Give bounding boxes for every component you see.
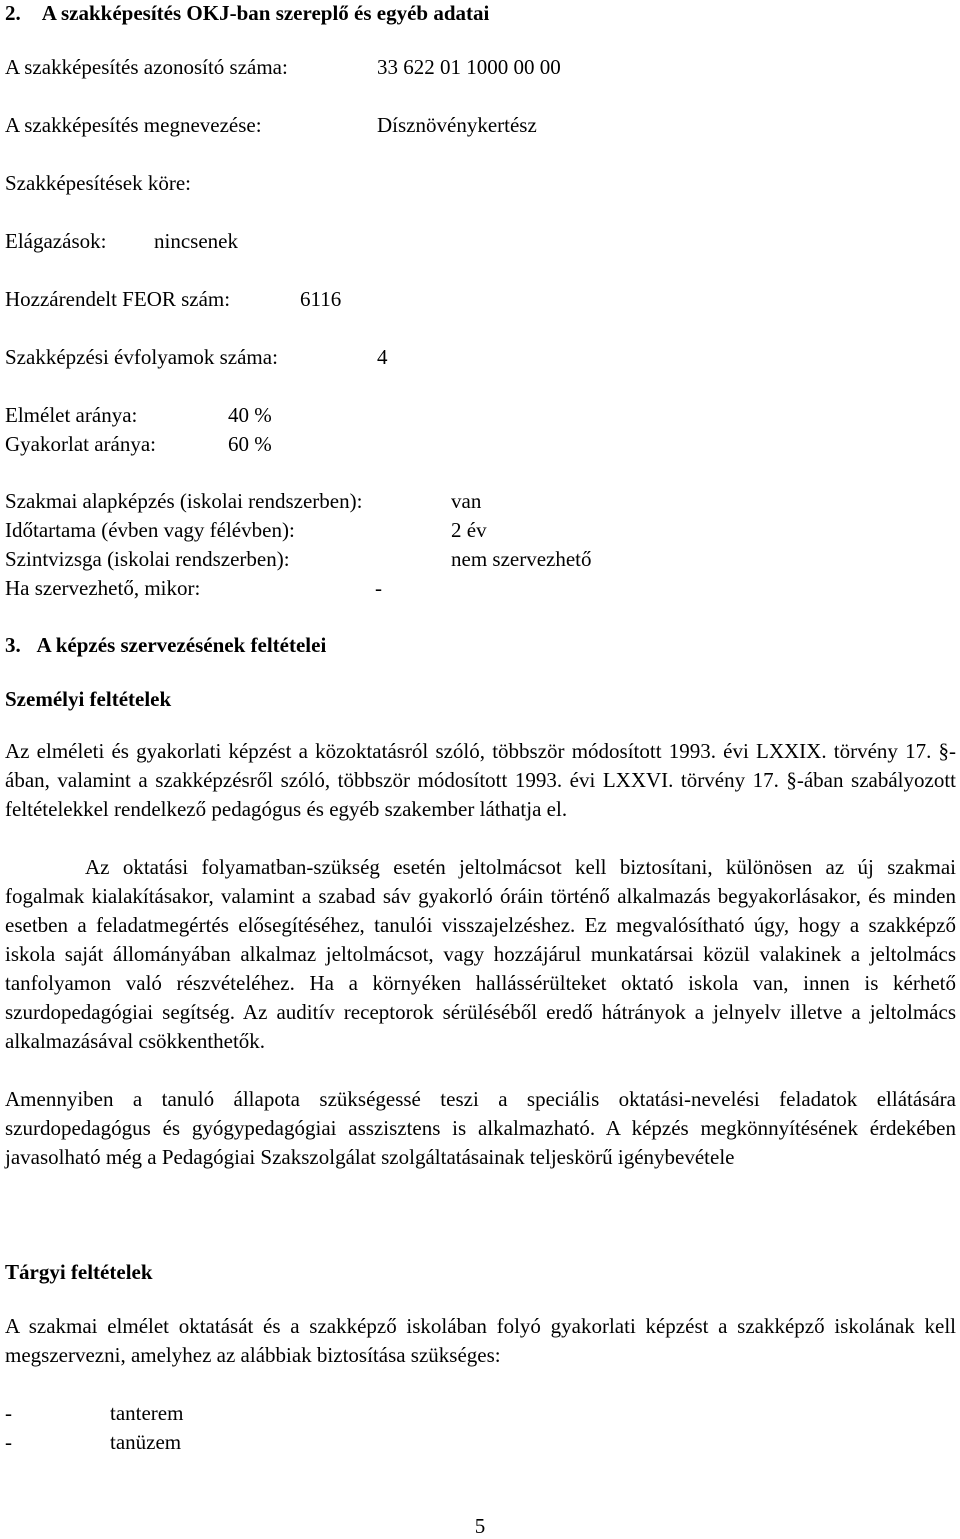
- section-2-title: 2. A szakképesítés OKJ-ban szereplő és egyéb adatai: [5, 1, 490, 25]
- personal-paragraph-3: Amennyiben a tanuló állapota szükségessé teszi a speciális oktatási-nevelési feladatok ellátására szurdopedagógus és gyógypedagógiai asszisztens is alkalmazható. A képzés megkönnyítésének érdekében javasolható még a Pedagógiai Szakszolgálat szolgáltatásainak teljeskörű igénybevétele: [5, 1087, 956, 1169]
- when-value: -: [375, 576, 382, 600]
- level-exam-label: Szintvizsga (iskolai rendszerben):: [5, 547, 290, 571]
- list-item: [5, 1400, 183, 1426]
- branches-label: Elágazások:: [5, 229, 107, 253]
- practice-ratio-value: 60 %: [228, 432, 272, 456]
- list-item: [5, 1429, 181, 1455]
- basic-training-value: van: [451, 489, 482, 513]
- branches-value: nincsenek: [154, 229, 238, 253]
- material-conditions-heading: Tárgyi feltételek: [5, 1260, 153, 1284]
- id-number-label: A szakképesítés azonosító száma:: [5, 55, 288, 79]
- personal-paragraph-2: [5, 853, 956, 1056]
- list-dash: -: [5, 1430, 12, 1454]
- qualifications-scope-label: Szakképesítések köre:: [5, 171, 192, 195]
- duration-label: Időtartama (évben vagy félévben):: [5, 518, 295, 542]
- theory-ratio-value: 40 %: [228, 403, 272, 427]
- level-exam-value: nem szervezhető: [451, 547, 592, 571]
- practice-ratio-label: Gyakorlat aránya:: [5, 432, 157, 456]
- list-item-text: tanterem: [110, 1401, 184, 1425]
- feor-label: Hozzárendelt FEOR szám:: [5, 287, 231, 311]
- personal-paragraph-2-text: Az oktatási folyamatban-szükség esetén jeltolmácsot kell biztosítani, különösen az új szakmai fogalmak kialakításakor, valamint a szabad sáv gyakorló óráin történő alkalmazás begyakorlásakor, és minden esetben a feladatmegértés elősegítéséhez, tanulói visszajelzéshez. Ez megvalósítható úgy, hogy a szakképző iskola saját állományában alkalmaz jeltolmácsot, vagy hozzájárul munkatársai közül valakinek a jeltolmács tanfolyamon való részvételéhez. Ha a környéken hallássérülteket oktató iskola van, innen is kérhető szurdopedagógiai segítség. Az auditív receptorok sérüléséből eredő hátrányok a jelnyelv illetve a jeltolmács alkalmazásával csökkenthetők.: [5, 855, 956, 1053]
- id-number-value: 33 622 01 1000 00 00: [377, 55, 561, 79]
- page-number: 5: [474, 1514, 486, 1538]
- grades-value: 4: [377, 345, 388, 369]
- grades-label: Szakképzési évfolyamok száma:: [5, 345, 278, 369]
- duration-value: 2 év: [451, 518, 487, 542]
- qualification-name-value: Dísznövénykertész: [377, 113, 537, 137]
- list-dash: -: [5, 1401, 12, 1425]
- material-paragraph: A szakmai elmélet oktatását és a szakképző iskolában folyó gyakorlati képzést a szakképző iskolának kell megszervezni, amelyhez az alábbiak biztosítása szükséges:: [5, 1314, 956, 1367]
- when-label: Ha szervezhető, mikor:: [5, 576, 201, 600]
- section-3-title: 3. A képzés szervezésének feltételei: [5, 633, 327, 657]
- personal-conditions-heading: Személyi feltételek: [5, 687, 172, 711]
- basic-training-label: Szakmai alapképzés (iskolai rendszerben):: [5, 489, 363, 513]
- feor-value: 6116: [300, 287, 342, 311]
- qualification-name-label: A szakképesítés megnevezése:: [5, 113, 262, 137]
- personal-paragraph-1: Az elméleti és gyakorlati képzést a közoktatásról szóló, többször módosított 1993. évi LXXIX. törvény 17. §-ában, valamint a szakképzésről szóló, többször módosított 1993. évi LXXVI. törvény 17. §-ában szabályozott feltételekkel rendelkező pedagógus és egyéb szakember láthatja el.: [5, 739, 956, 821]
- list-item-text: tanüzem: [110, 1430, 182, 1454]
- theory-ratio-label: Elmélet aránya:: [5, 403, 138, 427]
